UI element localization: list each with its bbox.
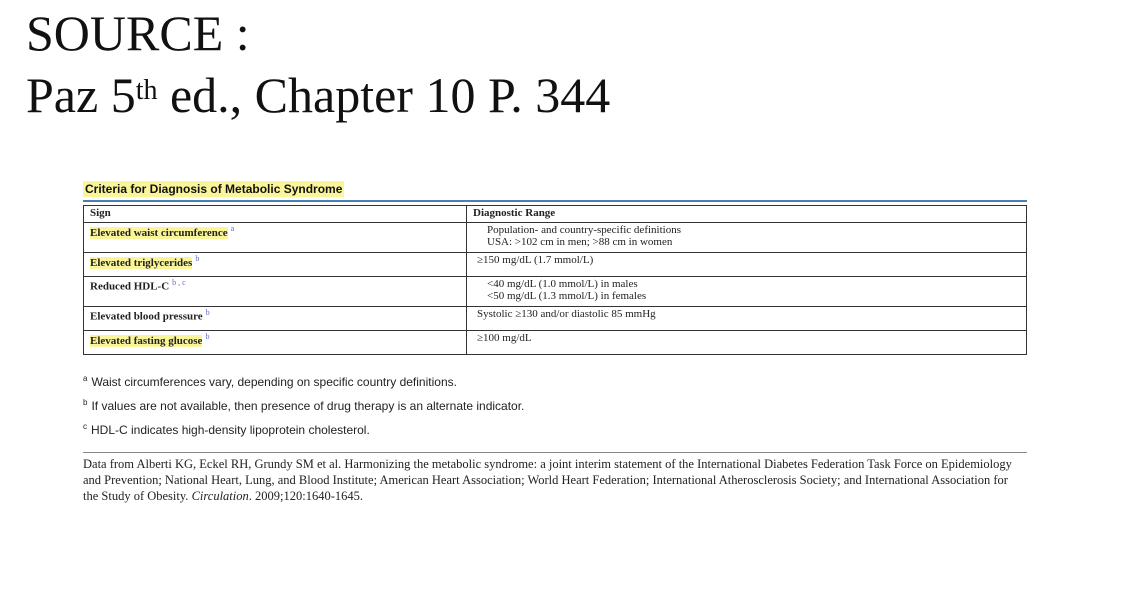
criteria-table — [83, 205, 1027, 355]
range-cell — [467, 307, 1027, 331]
range-line: ≥100 mg/dL — [477, 332, 532, 344]
citation-main: Data from Alberti KG, Eckel RH, Grundy SM et al. Harmonizing the metabolic syndrome: a joint interim statement of the International Diabetes Federation Task Force on Epidemiology and Prevention; National Heart, Lung, and Blood Institute; American Heart Association; World Heart Federation; International Atherosclerosis Society; and International Association for the Study of Obesity. — [83, 457, 1012, 503]
footnote-mark: a — [83, 374, 88, 383]
footnote-mark: b — [195, 254, 200, 263]
range-cell — [467, 277, 1027, 307]
citation — [83, 456, 1013, 504]
header-range: Diagnostic Range — [467, 206, 1027, 223]
citation-end: . 2009;120:1640-1645. — [248, 489, 363, 503]
range-line: Population- and country-specific definitions — [487, 224, 681, 236]
source-chapter: ed., Chapter 10 P. 344 — [157, 67, 611, 123]
header-sign: Sign — [84, 206, 467, 223]
sign-cell — [84, 253, 467, 277]
footnote-mark: b , c — [172, 278, 186, 287]
source-heading — [26, 2, 610, 126]
sign-label: Elevated fasting glucose — [90, 334, 203, 347]
table-row — [84, 331, 1027, 355]
citation-rule — [83, 452, 1027, 453]
footnote-mark: b — [83, 398, 88, 407]
table-row — [84, 253, 1027, 277]
sign-cell — [84, 277, 467, 307]
footnote-mark: b — [205, 332, 210, 341]
sign-cell — [84, 223, 467, 253]
sign-label: Reduced HDL-C — [90, 280, 170, 293]
footnote-text: HDL-C indicates high-density lipoprotein cholesterol. — [91, 423, 370, 437]
table-row — [84, 307, 1027, 331]
range-line: ≥150 mg/dL (1.7 mmol/L) — [477, 254, 594, 266]
range-line: <40 mg/dL (1.0 mmol/L) in males — [487, 278, 638, 290]
source-book: Paz 5 — [26, 67, 136, 123]
title-rule — [83, 200, 1027, 202]
sign-cell — [84, 331, 467, 355]
table-header-row — [84, 206, 1027, 223]
range-line: <50 mg/dL (1.3 mmol/L) in females — [487, 290, 647, 302]
range-cell — [467, 331, 1027, 355]
footnote-text: If values are not available, then presence of drug therapy is an alternate indicator. — [91, 399, 525, 413]
sign-label: Elevated blood pressure — [90, 310, 203, 323]
sign-label: Elevated waist circumference — [90, 226, 228, 239]
footnote-item — [83, 419, 524, 443]
table-row — [84, 223, 1027, 253]
sign-cell — [84, 307, 467, 331]
footnotes — [83, 371, 524, 443]
footnote-mark: a — [230, 224, 235, 233]
range-cell — [467, 223, 1027, 253]
footnote-item — [83, 371, 524, 395]
footnote-mark: c — [83, 422, 87, 431]
footnote-mark: b — [205, 308, 210, 317]
footnote-text: Waist circumferences vary, depending on specific country definitions. — [91, 375, 457, 389]
table-row — [84, 277, 1027, 307]
citation-journal: Circulation — [191, 489, 249, 503]
source-edition-suffix: th — [135, 75, 158, 106]
range-cell — [467, 253, 1027, 277]
footnote-item — [83, 395, 524, 419]
sign-label: Elevated triglycerides — [90, 256, 193, 269]
table-title: Criteria for Diagnosis of Metabolic Syndrome — [85, 182, 343, 196]
source-line-1: SOURCE : — [26, 5, 250, 61]
range-line: Systolic ≥130 and/or diastolic 85 mmHg — [477, 308, 656, 320]
range-line: USA: >102 cm in men; >88 cm in women — [487, 236, 673, 248]
source-line-2 — [26, 64, 610, 126]
